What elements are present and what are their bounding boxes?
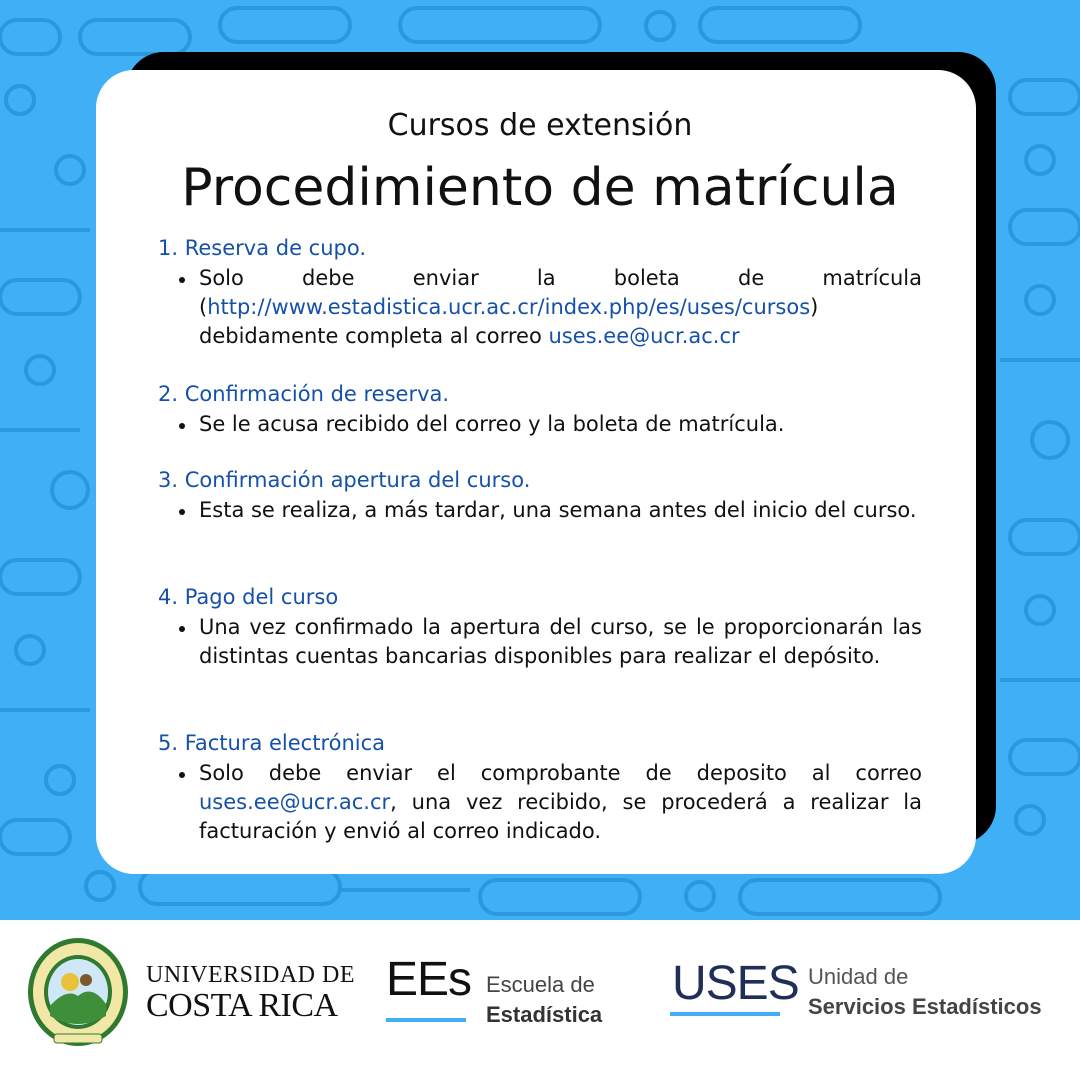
step-bullet: Solo debe enviar el comprobante de deposito al correo uses.ee@ucr.ac.cr, una vez recibido, se procederá a realizar la facturación y envió al correo indicado. <box>158 759 922 846</box>
step-heading: 3. Confirmación apertura del curso. <box>158 468 531 492</box>
uses-underline <box>670 1012 780 1016</box>
step-heading: 5. Factura electrónica <box>158 731 386 755</box>
uses-line2: Servicios Estadísticos <box>808 994 1042 1019</box>
ees-name <box>486 970 602 1030</box>
uses-name <box>808 962 1042 1022</box>
step-1 <box>158 234 922 351</box>
step-bullet: Esta se realiza, a más tardar, una semana antes del inicio del curso. <box>158 496 922 525</box>
step-bullet: Se le acusa recibido del correo y la boleta de matrícula. <box>158 410 922 439</box>
ees-line1: Escuela de <box>486 972 595 997</box>
step-5 <box>158 729 922 846</box>
step-heading: 4. Pago del curso <box>158 585 339 609</box>
page-title: Procedimiento de matrícula <box>181 158 899 218</box>
step-heading: 2. Confirmación de reserva. <box>158 382 450 406</box>
uses-line1: Unidad de <box>808 964 909 989</box>
step-2 <box>158 380 922 439</box>
ucr-wordmark <box>146 962 355 1023</box>
ucr-seal-logo <box>26 936 130 1048</box>
step-4 <box>158 583 922 671</box>
email-link[interactable]: uses.ee@ucr.ac.cr <box>548 324 740 348</box>
ucr-line2: COSTA RICA <box>146 987 338 1024</box>
uses-logo: USES <box>672 957 799 1010</box>
ees-underline <box>386 1018 466 1022</box>
email-link[interactable]: uses.ee@ucr.ac.cr <box>199 790 391 814</box>
ees-line2: Estadística <box>486 1002 603 1027</box>
cursos-link[interactable]: http://www.estadistica.ucr.ac.cr/index.php/es/uses/cursos <box>207 295 811 319</box>
step-heading: 1. Reserva de cupo. <box>158 236 367 260</box>
step-3 <box>158 466 922 525</box>
ucr-line1: UNIVERSIDAD DE <box>146 962 355 988</box>
step-bullet: Solo debe enviar la boleta de matrícula (http://www.estadistica.ucr.ac.cr/index.php/es/uses/cursos) debidamente completa al correo uses.ee@ucr.ac.cr <box>158 264 922 351</box>
step-bullet: Una vez confirmado la apertura del curso, se le proporcionarán las distintas cuentas bancarias disponibles para realizar el depósito. <box>158 613 922 671</box>
ees-logo: EEs <box>386 953 472 1006</box>
subtitle: Cursos de extensión <box>387 108 693 143</box>
